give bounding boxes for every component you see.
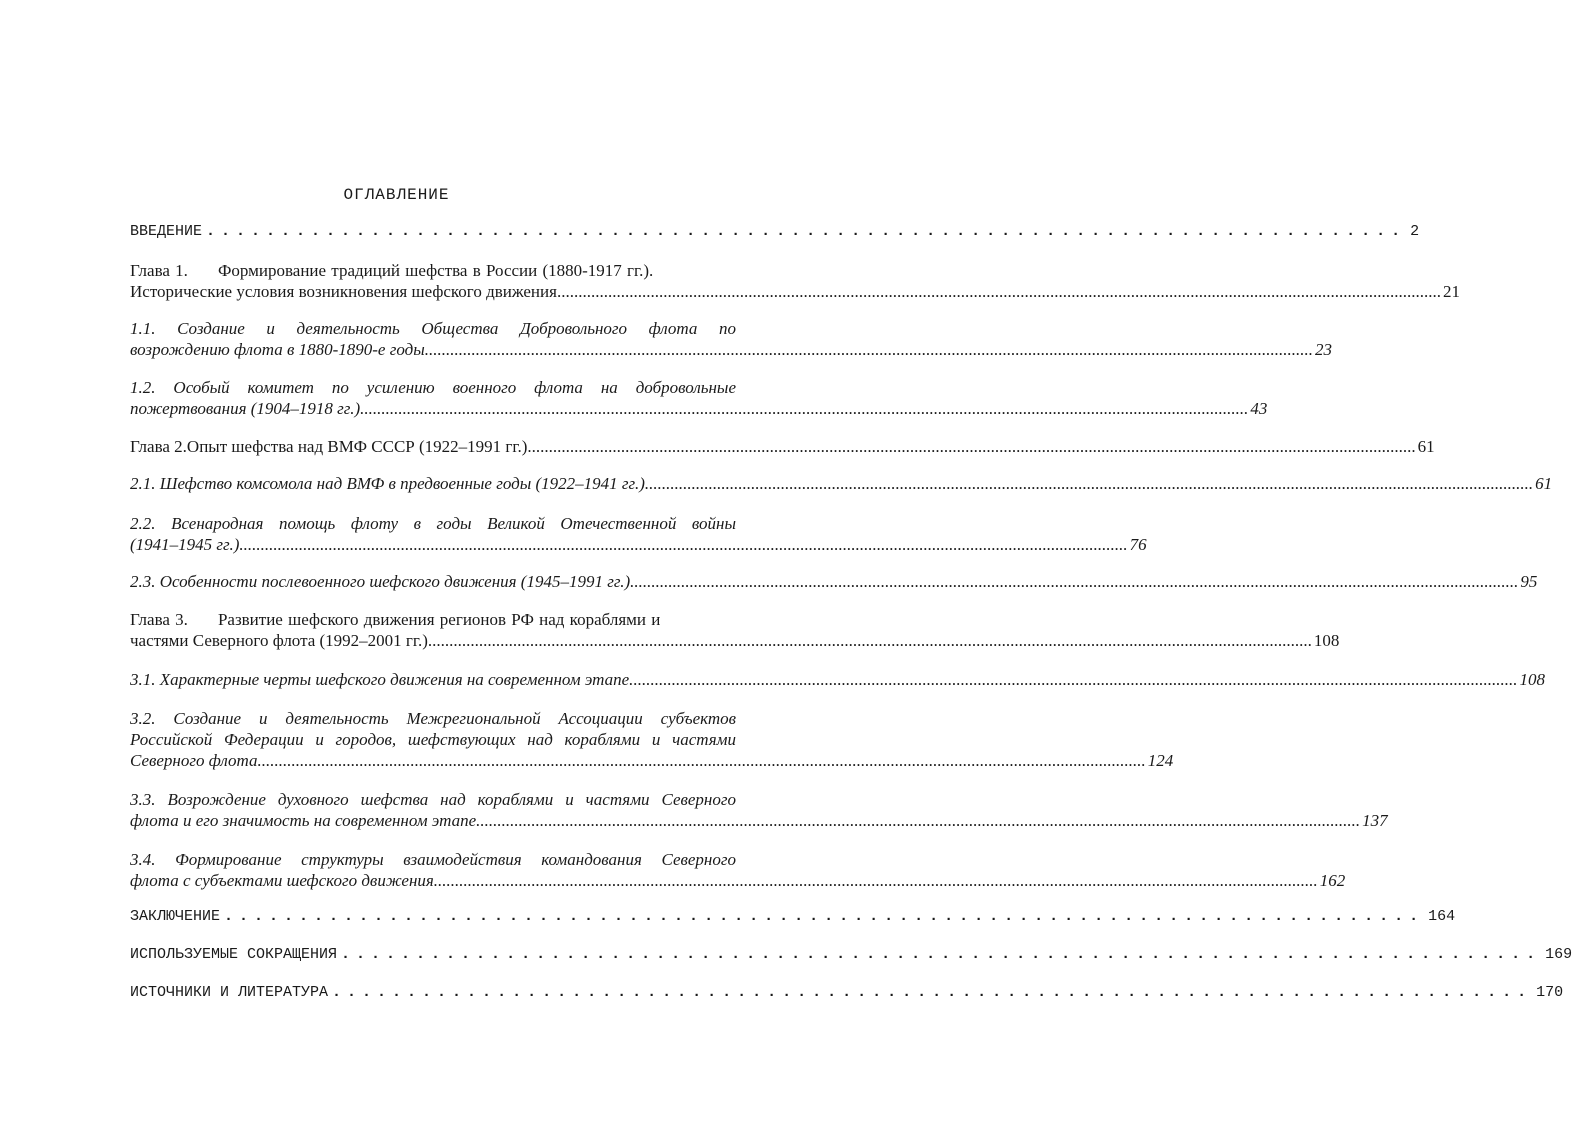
- toc-entry-abbreviations[interactable]: [130, 945, 1572, 965]
- dot-leader: ................................................................................: [332, 984, 1533, 1001]
- toc-entry-line: 2.2. Всенародная помощь флоту в годы Великой Отечественной войны: [130, 514, 736, 533]
- toc-entry-section-2-2[interactable]: [130, 513, 1147, 555]
- toc-entry-line: [130, 436, 1435, 457]
- toc-entry-page: 61: [1417, 437, 1435, 456]
- toc-entry-page: 2: [1410, 223, 1420, 240]
- toc-entry-line: [130, 534, 1147, 555]
- toc-entry-line: [130, 609, 736, 630]
- dot-leader: ................................................................................: [224, 908, 1425, 925]
- toc-entry-page: 124: [1147, 751, 1174, 770]
- chapter-title: Формирование традиций шефства в России (1880-1917 гг.).: [217, 261, 654, 280]
- dot-leader: [649, 473, 1533, 494]
- toc-entry-page: 164: [1428, 908, 1456, 925]
- toc-entry-page: 76: [1129, 535, 1147, 554]
- toc-entry-line: 1.1. Создание и деятельность Общества Добровольного флота по: [130, 319, 736, 338]
- section-title: возрождению флота в 1880-1890-е годы.: [130, 340, 429, 359]
- dot-leader: ................................................................................: [341, 946, 1542, 963]
- toc-entry-label: ЗАКЛЮЧЕНИЕ: [130, 908, 221, 925]
- section-title: Северного флота.: [130, 751, 262, 770]
- section-title: флота и его значимость на современном этапе: [130, 811, 477, 830]
- toc-entry-line: 1.2. Особый комитет по усилению военного флота на добровольные: [130, 378, 736, 397]
- toc-entry-label: ВВЕДЕНИЕ: [130, 223, 203, 240]
- chapter-number: Глава 1.: [130, 261, 188, 280]
- toc-entry-section-3-3[interactable]: [130, 789, 1388, 831]
- section-title: (1941–1945 гг.).: [130, 535, 244, 554]
- toc-entry-page: 170: [1536, 984, 1564, 1001]
- toc-title: ОГЛАВЛЕНИЕ: [343, 186, 450, 204]
- toc-entry-page: 162: [1319, 871, 1346, 890]
- chapter-subtitle: частями Северного флота (1992–2001 гг.): [130, 631, 428, 650]
- dot-leader: [429, 339, 1313, 360]
- toc-entry-page: 95: [1520, 572, 1538, 591]
- dot-leader: [557, 281, 1441, 302]
- dot-leader: [532, 436, 1416, 457]
- toc-entry-page: 108: [1313, 631, 1340, 650]
- toc-entry-line: [130, 870, 1346, 891]
- toc-entry-page: 23: [1315, 340, 1332, 359]
- dot-leader: [262, 750, 1146, 771]
- toc-entry-section-3-1[interactable]: [130, 669, 1545, 690]
- toc-entry-chapter-2[interactable]: [130, 436, 1435, 457]
- toc-entry-line: 3.4. Формирование структуры взаимодействия командования Северного: [130, 850, 736, 869]
- dot-leader: [634, 571, 1518, 592]
- toc-entry-line: 3.3. Возрождение духовного шефства над кораблями и частями Северного: [130, 790, 736, 809]
- dot-leader: [364, 398, 1248, 419]
- dot-leader: [633, 669, 1517, 690]
- toc-entry-line: [130, 281, 1460, 302]
- toc-entry-label: ИСПОЛЬЗУЕМЫЕ СОКРАЩЕНИЯ: [130, 946, 338, 963]
- chapter-number: Глава 3.: [130, 610, 188, 629]
- toc-entry-section-1-2[interactable]: [130, 377, 1268, 419]
- dot-leader: [428, 630, 1312, 651]
- section-title: 2.3. Особенности послевоенного шефского движения (1945–1991 гг.).: [130, 572, 635, 591]
- section-title: 2.1. Шефство комсомола над ВМФ в предвоенные годы (1922–1941 гг.).: [130, 474, 650, 493]
- toc-entry-line: [130, 810, 1388, 831]
- toc-entry-line: [130, 669, 1545, 690]
- toc-entry-page: 21: [1442, 282, 1460, 301]
- toc-entry-line: [130, 750, 1174, 771]
- dot-leader: [476, 810, 1360, 831]
- toc-entry-section-3-2[interactable]: [130, 708, 1174, 771]
- section-title: флота с субъектами шефского движения: [130, 871, 434, 890]
- toc-entry-page: 61: [1535, 474, 1553, 493]
- chapter-title: Развитие шефского движения регионов РФ над кораблями и: [217, 610, 661, 629]
- dot-leader: ................................................................................: [206, 223, 1407, 240]
- toc-entry-page: 108: [1519, 670, 1545, 689]
- section-title: 3.1. Характерные черты шефского движения на современном этапе.: [130, 670, 634, 689]
- dot-leader: [434, 870, 1318, 891]
- toc-entry-line: [130, 260, 736, 281]
- section-title: пожертвования (1904–1918 гг.).: [130, 399, 365, 418]
- toc-entry-line: Российской Федерации и городов, шефствующих над кораблями и частями: [130, 730, 736, 749]
- toc-entry-line: [130, 630, 1340, 651]
- toc-entry-chapter-3[interactable]: [130, 609, 1340, 651]
- toc-entry-conclusion[interactable]: [130, 907, 1456, 927]
- toc-entry-chapter-1[interactable]: [130, 260, 1460, 302]
- toc-entry-page: 169: [1545, 946, 1572, 963]
- toc-entry-line: [130, 473, 1553, 494]
- toc-entry-page: 43: [1250, 399, 1268, 418]
- toc-entry-section-1-1[interactable]: [130, 318, 1332, 360]
- dot-leader: [244, 534, 1128, 555]
- toc-entry-page: 137: [1362, 811, 1388, 830]
- toc-entry-section-2-1[interactable]: [130, 473, 1553, 494]
- toc-entry-line: 3.2. Создание и деятельность Межрегиональной Ассоциации субъектов: [130, 709, 736, 728]
- toc-entry-line: [130, 398, 1268, 419]
- chapter-subtitle: Исторические условия возникновения шефского движения: [130, 282, 557, 301]
- toc-entry-intro[interactable]: [130, 222, 1420, 242]
- toc-entry-section-2-3[interactable]: [130, 571, 1538, 592]
- toc-entry-line: [130, 571, 1538, 592]
- toc-entry-sources[interactable]: [130, 983, 1564, 1003]
- toc-entry-section-3-4[interactable]: [130, 849, 1346, 891]
- toc-entry-label: ИСТОЧНИКИ И ЛИТЕРАТУРА: [130, 984, 329, 1001]
- chapter-title: Глава 2.Опыт шефства над ВМФ СССР (1922–1991 гг.).: [130, 437, 532, 456]
- toc-entry-line: [130, 339, 1332, 360]
